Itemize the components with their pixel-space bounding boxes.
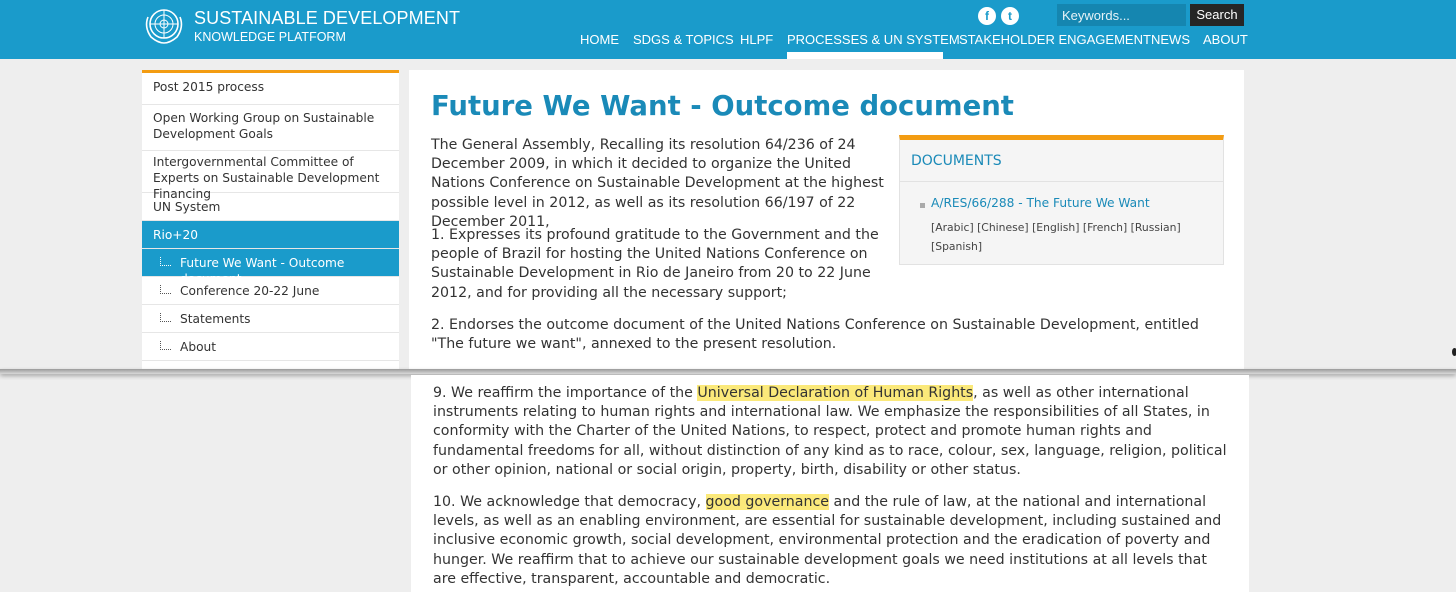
un-emblem-icon[interactable] <box>142 5 186 45</box>
sidebar-item-label: About <box>180 340 217 354</box>
search-button[interactable]: Search <box>1190 4 1244 26</box>
site-header <box>0 0 1456 59</box>
sidebar <box>142 70 399 370</box>
facebook-icon[interactable]: f <box>978 7 996 25</box>
twitter-icon[interactable]: t <box>1001 7 1019 25</box>
brand-subtitle[interactable]: KNOWLEDGE PLATFORM <box>194 30 346 44</box>
nav-home[interactable]: HOME <box>580 32 619 47</box>
sidebar-item-open-working-group[interactable]: Open Working Group on Sustainable Development Goals <box>142 107 399 151</box>
document-bullet-icon <box>920 203 925 208</box>
documents-title: DOCUMENTS <box>911 153 1002 169</box>
tree-branch-icon <box>160 341 171 350</box>
sidebar-item-label: Future We Want - Outcome document <box>180 256 345 286</box>
nav-active-indicator <box>787 52 943 59</box>
cursor-edge <box>1452 348 1456 356</box>
paragraph-preamble: The General Assembly, Recalling its resolution 64/236 of 24 December 2009, in which it decided to organize the United Nations Conference on Sustainable Development at the highest possible level in 2012, as well as its resolution 66/197 of 22 December 2011, <box>431 137 884 230</box>
sidebar-item-un-system[interactable]: UN System <box>142 193 399 221</box>
sidebar-item-statements[interactable] <box>142 305 399 333</box>
nav-about[interactable]: ABOUT <box>1203 32 1248 47</box>
nav-processes-un-system[interactable]: PROCESSES & UN SYSTEM <box>787 32 960 47</box>
nav-sdgs-topics[interactable]: SDGS & TOPICS <box>633 32 734 47</box>
lower-content <box>411 375 1249 592</box>
paragraph-9-start: 9. We reaffirm the importance of the <box>433 385 698 401</box>
main-content <box>409 70 1244 370</box>
sidebar-item-label: Statements <box>180 312 251 326</box>
tree-branch-icon <box>160 257 171 266</box>
sidebar-item-label: Conference 20-22 June <box>180 284 320 298</box>
paragraph-2: 2. Endorses the outcome document of the United Nations Conference on Sustainable Development, entitled "The future we want", annexed to the present resolution. <box>431 317 1199 353</box>
sidebar-item-rio20[interactable]: Rio+20 <box>142 221 399 249</box>
page-title: Future We Want - Outcome document <box>431 90 1014 122</box>
tree-branch-icon <box>160 285 171 294</box>
tree-branch-icon <box>160 313 171 322</box>
sidebar-item-future-we-want[interactable] <box>142 249 399 286</box>
document-languages[interactable]: [Arabic] [Chinese] [English] [French] [Russian] [Spanish] <box>931 221 1181 253</box>
sidebar-item-about[interactable] <box>142 333 399 361</box>
nav-stakeholder-engagement[interactable]: STAKEHOLDER ENGAGEMENT <box>959 32 1151 47</box>
paragraph-10-rest: and the rule of law, at the national and international levels, as well as an enabling environment, are essential for sustainable development, including sustained and inclusive economic growth, social development, environmental protection and the eradication of poverty and hunger. We reaffirm that to achieve our sustainable development goals we need institutions at all levels that are effective, transparent, accountable and democratic. <box>433 494 1222 587</box>
document-link[interactable]: A/RES/66/288 - The Future We Want <box>931 196 1150 210</box>
brand-title[interactable]: SUSTAINABLE DEVELOPMENT <box>194 8 461 28</box>
paragraph-1: 1. Expresses its profound gratitude to the Government and the people of Brazil for hosting the United Nations Conference on Sustainable Development in Rio de Janeiro from 20 to 22 June 2012, and for providing all the necessary support; <box>431 227 879 301</box>
nav-news[interactable]: NEWS <box>1151 32 1190 47</box>
paragraph-10-start: 10. We acknowledge that democracy, <box>433 494 706 510</box>
highlight-udhr[interactable]: Universal Declaration of Human Rights <box>697 385 974 401</box>
paragraph-9 <box>433 384 1233 480</box>
highlight-good-governance[interactable]: good governance <box>705 494 829 510</box>
paragraph-10 <box>433 493 1233 589</box>
window-divider <box>0 369 1456 374</box>
divider <box>900 181 1223 182</box>
nav-hlpf[interactable]: HLPF <box>740 32 774 47</box>
sidebar-item-conference[interactable] <box>142 277 399 305</box>
paragraph-9-rest: , as well as other international instruments relating to human rights and international law. We emphasize the responsibilities of all States, in conformity with the Charter of the United Nations, to respect, protect and promote human rights and fundamental freedoms for all, without distinction of any kind as to race, colour, sex, language, religion, political or other opinion, national or social origin, property, birth, disability or other status. <box>433 385 1227 478</box>
sidebar-item-intergovernmental-committee[interactable]: Intergovernmental Committee of Experts on Sustainable Development Financing <box>142 151 399 193</box>
documents-panel <box>899 135 1224 265</box>
search-input[interactable] <box>1057 4 1186 26</box>
sidebar-item-post-2015[interactable]: Post 2015 process <box>142 79 399 105</box>
